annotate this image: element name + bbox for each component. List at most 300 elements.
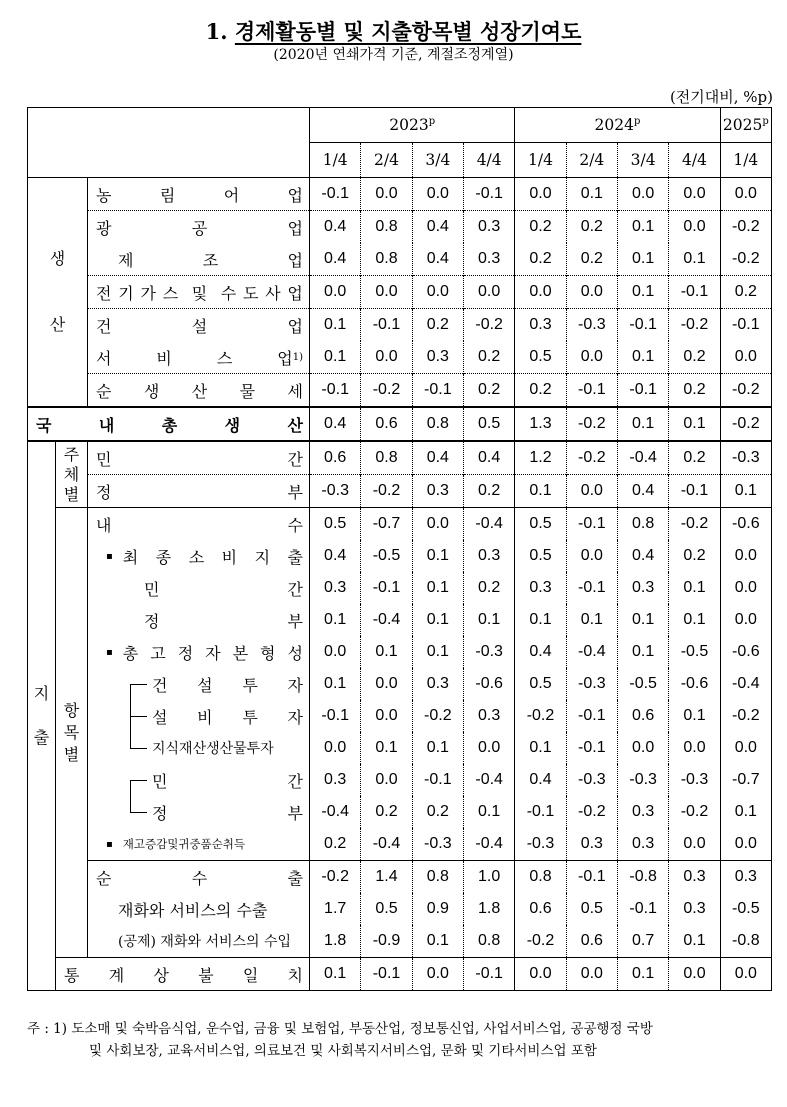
value-cell: 1.4 — [361, 861, 412, 894]
value-cell: 0.4 — [617, 540, 668, 572]
value-cell: -0.1 — [310, 700, 361, 732]
value-cell: 0.0 — [669, 732, 720, 764]
value-cell: 0.1 — [310, 309, 361, 342]
row-label — [88, 572, 310, 604]
row-label-text: 통 계 상 불 일 치 — [64, 965, 303, 985]
value-cell: 0.1 — [412, 732, 463, 764]
row-label-text: 광 공 업 — [96, 218, 303, 238]
value-cell: 0.1 — [669, 604, 720, 636]
header-year-0 — [310, 108, 515, 143]
value-cell: 0.0 — [720, 341, 771, 374]
value-cell: 0.4 — [310, 407, 361, 441]
header-year-row — [28, 108, 772, 143]
row-label — [28, 407, 310, 441]
value-cell: 0.1 — [412, 636, 463, 668]
value-cell: -0.1 — [361, 572, 412, 604]
value-cell: 0.2 — [669, 441, 720, 475]
value-cell: 0.5 — [361, 893, 412, 925]
value-cell: -0.3 — [566, 764, 617, 796]
group-by-entity: 주 체 별 — [56, 441, 88, 508]
row-label — [88, 796, 310, 828]
value-cell: 0.4 — [515, 764, 566, 796]
header-quarter: 1/4 — [310, 143, 361, 178]
value-cell: 0.0 — [515, 958, 566, 991]
value-cell: -0.1 — [464, 178, 515, 211]
growth-contribution-table — [27, 107, 772, 991]
subtitle: (2020년 연쇄가격 기준, 계절조정계열) — [273, 47, 514, 63]
header-quarter: 3/4 — [617, 143, 668, 178]
value-cell: 0.1 — [617, 276, 668, 309]
year-label: 2023 — [389, 116, 429, 135]
bullet-icon: ▪ — [106, 646, 113, 658]
value-cell: -0.2 — [669, 796, 720, 828]
header-quarter: 4/4 — [669, 143, 720, 178]
value-cell: -0.1 — [617, 309, 668, 342]
value-cell: -0.2 — [720, 374, 771, 408]
row-label — [88, 441, 310, 475]
row-label — [88, 178, 310, 211]
header-year-1 — [515, 108, 720, 143]
row-label — [88, 604, 310, 636]
value-cell: 0.3 — [669, 861, 720, 894]
row-label-text: 농 림 어 업 — [96, 185, 303, 205]
page-title — [0, 16, 787, 46]
value-cell: 0.1 — [669, 700, 720, 732]
value-cell: 0.0 — [720, 604, 771, 636]
value-cell: -0.2 — [310, 861, 361, 894]
row-label-text: 지식재산생산물투자 — [152, 741, 274, 757]
value-cell: 0.4 — [310, 540, 361, 572]
value-cell: 0.1 — [310, 341, 361, 374]
value-cell: 0.0 — [566, 341, 617, 374]
value-cell: 0.0 — [617, 178, 668, 211]
value-cell: 0.0 — [464, 732, 515, 764]
value-cell: 0.0 — [617, 732, 668, 764]
value-cell: -0.5 — [669, 636, 720, 668]
value-cell: -0.5 — [617, 668, 668, 700]
bullet-icon: ▪ — [106, 838, 113, 850]
value-cell: 0.0 — [515, 178, 566, 211]
value-cell: 0.0 — [720, 178, 771, 211]
table-row — [28, 309, 772, 342]
row-label-text: 순 수 출 — [96, 868, 303, 888]
value-cell: 0.0 — [310, 732, 361, 764]
value-cell: -0.2 — [566, 407, 617, 441]
value-cell: 0.3 — [515, 572, 566, 604]
year-sup: p — [428, 115, 436, 127]
value-cell: 0.4 — [617, 475, 668, 508]
value-cell: -0.1 — [310, 374, 361, 408]
value-cell: 0.2 — [566, 211, 617, 244]
footnote — [27, 1018, 772, 1062]
table-row — [28, 178, 772, 211]
header-quarter: 2/4 — [361, 143, 412, 178]
header-quarter: 1/4 — [720, 143, 771, 178]
table-row — [28, 861, 772, 894]
row-label — [88, 925, 310, 958]
value-cell: -0.3 — [464, 636, 515, 668]
row-label — [88, 828, 310, 861]
value-cell: -0.3 — [310, 475, 361, 508]
row-label — [56, 958, 310, 991]
value-cell: 0.0 — [566, 276, 617, 309]
value-cell: 0.0 — [310, 636, 361, 668]
value-cell: 0.3 — [720, 861, 771, 894]
value-cell: 0.0 — [566, 958, 617, 991]
value-cell: 0.4 — [412, 211, 463, 244]
value-cell: -0.1 — [669, 475, 720, 508]
year-sup: p — [762, 115, 769, 127]
table-row — [28, 668, 772, 700]
value-cell: 0.6 — [310, 441, 361, 475]
value-cell: -0.1 — [310, 178, 361, 211]
table-row — [28, 572, 772, 604]
value-cell: -0.2 — [361, 475, 412, 508]
value-cell: 0.0 — [669, 828, 720, 861]
value-cell: 0.3 — [515, 309, 566, 342]
value-cell: 0.6 — [361, 407, 412, 441]
value-cell: 0.4 — [464, 441, 515, 475]
value-cell: -0.4 — [720, 668, 771, 700]
row-label-text: 내 수 — [96, 515, 304, 535]
value-cell: 0.2 — [669, 374, 720, 408]
value-cell: -0.1 — [617, 893, 668, 925]
value-cell: -0.2 — [566, 796, 617, 828]
value-cell: 0.6 — [515, 893, 566, 925]
footnote-line-1: 주 : 1) 도소매 및 숙박음식업, 운수업, 금융 및 보험업, 부동산업, 정보통신업, 사업서비스업, 공공행정 국방 — [27, 1021, 653, 1037]
value-cell: -0.4 — [361, 604, 412, 636]
table-row — [28, 341, 772, 374]
value-cell: 0.0 — [720, 958, 771, 991]
header-quarter: 3/4 — [412, 143, 463, 178]
value-cell: 0.0 — [361, 700, 412, 732]
value-cell: 0.1 — [669, 407, 720, 441]
table-row — [28, 211, 772, 244]
value-cell: -0.1 — [566, 374, 617, 408]
value-cell: 0.5 — [515, 341, 566, 374]
value-cell: 0.3 — [464, 700, 515, 732]
value-cell: 0.0 — [464, 276, 515, 309]
value-cell: 0.5 — [566, 893, 617, 925]
value-cell: -0.5 — [720, 893, 771, 925]
table-row — [28, 925, 772, 958]
row-label-text: 설 비 투 자 — [152, 707, 303, 727]
value-cell: -0.1 — [566, 861, 617, 894]
value-cell: 0.5 — [515, 508, 566, 541]
value-cell: 0.0 — [310, 276, 361, 309]
value-cell: 0.3 — [464, 540, 515, 572]
value-cell: 0.8 — [617, 508, 668, 541]
value-cell: 0.4 — [310, 243, 361, 276]
table-row — [28, 732, 772, 764]
value-cell: 0.2 — [566, 243, 617, 276]
value-cell: 0.3 — [617, 572, 668, 604]
footnote-line-2: 및 사회보장, 교육서비스업, 의료보건 및 사회복지서비스업, 문화 및 기타서비스업 포함 — [89, 1043, 597, 1059]
row-label-text: 민 간 — [96, 449, 304, 469]
row-label-text: 민 간 — [144, 579, 304, 599]
value-cell: 0.5 — [310, 508, 361, 541]
value-cell: 0.1 — [515, 475, 566, 508]
value-cell: 0.0 — [669, 211, 720, 244]
value-cell: 0.8 — [361, 211, 412, 244]
value-cell: 0.8 — [464, 925, 515, 958]
value-cell: 0.2 — [310, 828, 361, 861]
value-cell: 1.2 — [515, 441, 566, 475]
value-cell: 0.2 — [464, 374, 515, 408]
value-cell: 0.1 — [412, 572, 463, 604]
bracket-line — [130, 732, 147, 749]
value-cell: 0.2 — [669, 540, 720, 572]
value-cell: 0.1 — [515, 604, 566, 636]
value-cell: -0.4 — [310, 796, 361, 828]
value-cell: 0.1 — [617, 958, 668, 991]
value-cell: 0.3 — [617, 828, 668, 861]
value-cell: -0.1 — [361, 309, 412, 342]
value-cell: 0.6 — [566, 925, 617, 958]
value-cell: 0.0 — [412, 958, 463, 991]
value-cell: 0.0 — [720, 572, 771, 604]
table-row — [28, 374, 772, 408]
value-cell: -0.6 — [669, 668, 720, 700]
value-cell: 0.0 — [669, 178, 720, 211]
value-cell: 0.1 — [617, 211, 668, 244]
value-cell: -0.1 — [464, 958, 515, 991]
row-label — [88, 309, 310, 342]
row-label-text: 건 설 업 — [96, 316, 303, 336]
table-row — [28, 407, 772, 441]
value-cell: -0.4 — [361, 828, 412, 861]
row-label — [88, 374, 310, 408]
value-cell: 0.8 — [361, 441, 412, 475]
value-cell: 0.1 — [720, 796, 771, 828]
value-cell: 0.0 — [361, 764, 412, 796]
value-cell: 0.4 — [412, 243, 463, 276]
row-label — [88, 764, 310, 796]
value-cell: 0.1 — [515, 732, 566, 764]
row-label — [88, 540, 310, 572]
value-cell: 0.8 — [412, 407, 463, 441]
value-cell: 1.7 — [310, 893, 361, 925]
value-cell: -0.3 — [617, 764, 668, 796]
value-cell: 0.0 — [361, 276, 412, 309]
value-cell: 0.4 — [515, 636, 566, 668]
value-cell: 0.0 — [720, 828, 771, 861]
value-cell: -0.7 — [720, 764, 771, 796]
value-cell: -0.2 — [720, 407, 771, 441]
value-cell: 0.0 — [669, 958, 720, 991]
value-cell: 0.0 — [361, 341, 412, 374]
value-cell: 1.8 — [464, 893, 515, 925]
value-cell: 0.1 — [617, 604, 668, 636]
value-cell: -0.2 — [515, 700, 566, 732]
title-number: 1. — [205, 19, 228, 44]
table-row — [28, 604, 772, 636]
value-cell: 0.2 — [361, 796, 412, 828]
bracket-line — [130, 684, 147, 701]
value-cell: 0.1 — [361, 732, 412, 764]
value-cell: 0.1 — [310, 604, 361, 636]
value-cell: -0.3 — [515, 828, 566, 861]
value-cell: 0.1 — [617, 636, 668, 668]
row-label — [88, 636, 310, 668]
row-label — [88, 211, 310, 244]
row-label-text: 재고증감및귀중품순취득 — [122, 837, 245, 851]
value-cell: 0.2 — [515, 374, 566, 408]
value-cell: 0.7 — [617, 925, 668, 958]
value-cell: 0.3 — [617, 796, 668, 828]
value-cell: -0.1 — [566, 572, 617, 604]
year-label: 2025 — [722, 116, 763, 135]
header-quarter: 2/4 — [566, 143, 617, 178]
row-label-text: 정 부 — [144, 611, 304, 631]
value-cell: 0.2 — [515, 211, 566, 244]
table-row — [28, 828, 772, 861]
row-label-text: 총 고 정 자 본 형 성 — [122, 643, 303, 663]
value-cell: 0.1 — [617, 243, 668, 276]
row-label — [88, 508, 310, 541]
row-label-text: 정 부 — [96, 482, 304, 502]
unit-label: (전기대비, %p) — [669, 88, 773, 106]
value-cell: 0.0 — [412, 178, 463, 211]
value-cell: 0.0 — [566, 475, 617, 508]
value-cell: -0.3 — [720, 441, 771, 475]
value-cell: 0.0 — [515, 276, 566, 309]
value-cell: 0.3 — [464, 243, 515, 276]
value-cell: 0.0 — [720, 540, 771, 572]
value-cell: 0.1 — [720, 475, 771, 508]
row-label-text: 최 종 소 비 지 출 — [122, 547, 304, 567]
value-cell: -0.2 — [361, 374, 412, 408]
table-row — [28, 475, 772, 508]
value-cell: -0.3 — [412, 828, 463, 861]
value-cell: -0.2 — [720, 243, 771, 276]
table-row — [28, 893, 772, 925]
value-cell: 0.2 — [412, 309, 463, 342]
value-cell: 0.3 — [310, 764, 361, 796]
table-row — [28, 508, 772, 541]
value-cell: 0.1 — [310, 668, 361, 700]
value-cell: -0.5 — [361, 540, 412, 572]
value-cell: -0.1 — [720, 309, 771, 342]
row-label-text: 정 부 — [152, 803, 304, 823]
value-cell: 0.2 — [464, 341, 515, 374]
value-cell: 0.3 — [412, 475, 463, 508]
value-cell: -0.1 — [412, 764, 463, 796]
value-cell: 0.0 — [566, 540, 617, 572]
value-cell: 0.1 — [310, 958, 361, 991]
table-row — [28, 764, 772, 796]
year-sup: p — [634, 115, 641, 127]
value-cell: 0.8 — [515, 861, 566, 894]
value-cell: 0.1 — [669, 572, 720, 604]
value-cell: -0.1 — [617, 374, 668, 408]
row-label-text: 재화와 서비스의 수출 — [118, 900, 268, 920]
value-cell: -0.7 — [361, 508, 412, 541]
row-label — [88, 700, 310, 732]
value-cell: 0.3 — [412, 341, 463, 374]
value-cell: 0.1 — [464, 796, 515, 828]
title-text: 경제활동별 및 지출항목별 성장기여도 — [234, 19, 582, 44]
row-label-text: 민 간 — [152, 771, 304, 791]
row-label — [88, 276, 310, 309]
value-cell: 0.0 — [412, 508, 463, 541]
value-cell: 0.1 — [566, 178, 617, 211]
value-cell: -0.2 — [566, 441, 617, 475]
value-cell: 0.3 — [669, 893, 720, 925]
value-cell: 0.1 — [617, 407, 668, 441]
table-row — [28, 540, 772, 572]
value-cell: 0.0 — [720, 732, 771, 764]
value-cell: 0.4 — [310, 211, 361, 244]
row-label — [88, 475, 310, 508]
value-cell: -0.1 — [566, 732, 617, 764]
row-label-text: 국 내 총 생 산 — [36, 415, 303, 435]
table-row — [28, 796, 772, 828]
value-cell: -0.2 — [412, 700, 463, 732]
value-cell: -0.6 — [720, 636, 771, 668]
value-cell: 0.2 — [412, 796, 463, 828]
row-label-text: 서 비 스 업 — [96, 348, 293, 368]
row-label-text: (공제) 재화와 서비스의 수입 — [118, 934, 292, 950]
value-cell: 0.3 — [412, 668, 463, 700]
value-cell: 0.2 — [515, 243, 566, 276]
value-cell: 0.1 — [412, 604, 463, 636]
value-cell: -0.4 — [464, 764, 515, 796]
value-cell: -0.2 — [720, 211, 771, 244]
value-cell: -0.3 — [669, 764, 720, 796]
value-cell: 0.1 — [464, 604, 515, 636]
header-quarter: 4/4 — [464, 143, 515, 178]
value-cell: -0.1 — [669, 276, 720, 309]
group-by-item: 항 목 별 — [56, 508, 88, 958]
value-cell: -0.2 — [515, 925, 566, 958]
value-cell: 0.5 — [515, 668, 566, 700]
bracket-line — [130, 700, 147, 732]
value-cell: 0.3 — [464, 211, 515, 244]
value-cell: 0.1 — [669, 243, 720, 276]
row-label — [88, 243, 310, 276]
table-row — [28, 441, 772, 475]
value-cell: 0.0 — [412, 276, 463, 309]
table-row — [28, 958, 772, 991]
value-cell: -0.4 — [464, 828, 515, 861]
value-cell: 0.6 — [617, 700, 668, 732]
value-cell: -0.8 — [720, 925, 771, 958]
value-cell: -0.3 — [566, 668, 617, 700]
value-cell: 0.1 — [669, 925, 720, 958]
table-row — [28, 243, 772, 276]
row-label — [88, 732, 310, 764]
value-cell: -0.2 — [720, 700, 771, 732]
table-row — [28, 636, 772, 668]
value-cell: 1.3 — [515, 407, 566, 441]
value-cell: 0.8 — [412, 861, 463, 894]
value-cell: 0.3 — [566, 828, 617, 861]
value-cell: -0.1 — [361, 958, 412, 991]
value-cell: 0.2 — [464, 475, 515, 508]
value-cell: -0.8 — [617, 861, 668, 894]
value-cell: 0.2 — [720, 276, 771, 309]
bracket-line — [130, 796, 147, 813]
value-cell: 1.0 — [464, 861, 515, 894]
row-label-text: 전 기 가 스 및 수 도 사 업 — [96, 283, 303, 303]
value-cell: 0.1 — [361, 636, 412, 668]
value-cell: -0.6 — [720, 508, 771, 541]
group-production: 생 산 — [28, 178, 88, 408]
bullet-icon: ▪ — [106, 550, 113, 562]
table-row — [28, 700, 772, 732]
value-cell: -0.1 — [412, 374, 463, 408]
